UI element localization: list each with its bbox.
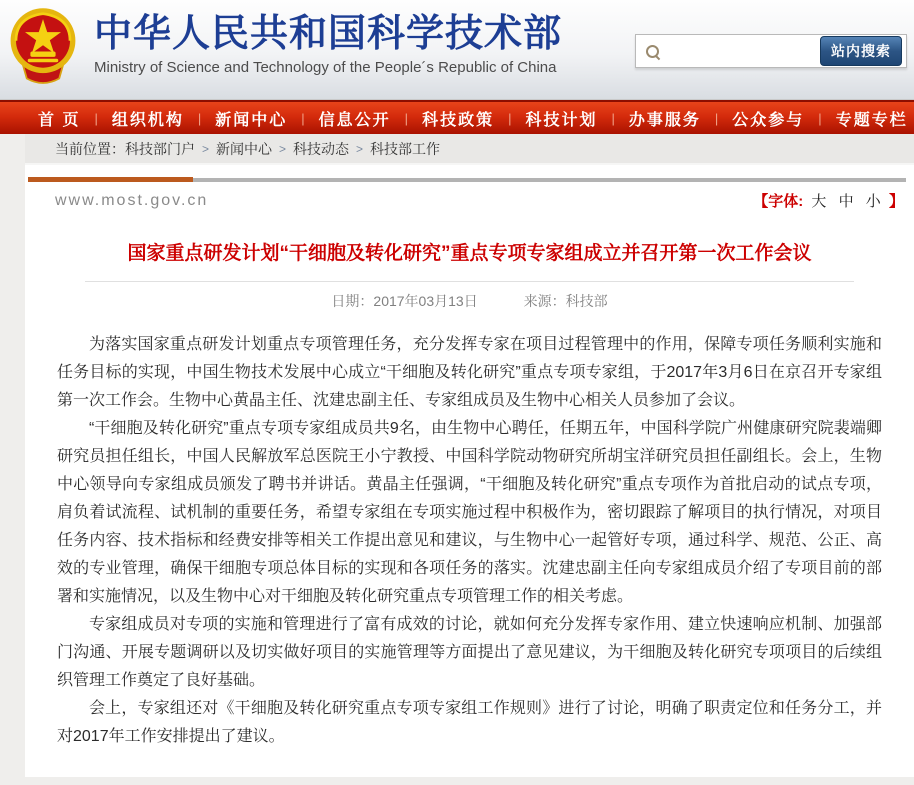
site-search-button[interactable]: 站内搜索 bbox=[820, 36, 902, 66]
chevron-right-icon: > bbox=[279, 141, 287, 156]
article-paragraph: 会上，专家组还对《干细胞及转化研究重点专项专家组工作规则》进行了讨论，明确了职责定位和任务分工，并对2017年工作安排提出了建议。 bbox=[57, 700, 882, 745]
chevron-right-icon: > bbox=[202, 141, 210, 156]
site-title-block bbox=[94, 12, 562, 76]
article-date: 日期：2017年03月13日 bbox=[331, 293, 478, 309]
content-area bbox=[25, 165, 914, 777]
orange-rule-segment bbox=[28, 177, 193, 182]
site-title-en: Ministry of Science and Technology of the People´s Republic of China bbox=[94, 59, 557, 76]
font-size-label-close: 】 bbox=[888, 193, 904, 210]
site-header bbox=[0, 0, 914, 100]
article-paragraph: 专家组成员对专项的实施和管理进行了富有成效的讨论，就如何充分发挥专家作用、建立快速响应机制、加强部门沟通、开展专题调研以及切实做好项目的实施管理等方面提出了意见建议，为干细胞及转化研究专项项目的后续组织管理工作奠定了良好基础。 bbox=[57, 616, 882, 689]
article-paragraph: 为落实国家重点研发计划重点专项管理任务，充分发挥专家在项目过程管理中的作用，保障专项任务顺利实施和任务目标的实现，中国生物技术发展中心成立“干细胞及转化研究”重点专项专家组，于2017年3月6日在京召开专家组第一次工作会。生物中心黄晶主任、沈建忠副主任、专家组成员及生物中心相关人员参加了会议。 bbox=[57, 336, 882, 409]
breadcrumb-prefix: 当前位置： bbox=[55, 140, 125, 157]
nav-item-public-participation[interactable]: 公众参与 bbox=[732, 111, 805, 129]
top-rule bbox=[28, 177, 906, 182]
site-url-row bbox=[25, 182, 914, 211]
breadcrumb-item-news-center[interactable]: 新闻中心 bbox=[216, 140, 273, 157]
nav-separator: | bbox=[404, 110, 409, 126]
chevron-right-icon: > bbox=[356, 141, 364, 156]
nav-separator: | bbox=[94, 110, 98, 126]
nav-item-special-topics[interactable]: 专题专栏 bbox=[835, 111, 908, 129]
site-title-cn: 中华人民共和国科学技术部 bbox=[94, 13, 563, 55]
font-size-label-open: 【字体: bbox=[753, 193, 804, 210]
nav-item-sci-tech-programs[interactable]: 科技计划 bbox=[525, 111, 598, 129]
nav-separator: | bbox=[818, 110, 822, 126]
article-title: 国家重点研发计划“干细胞及转化研究”重点专项专家组成立并召开第一次工作会议 bbox=[127, 243, 812, 264]
gray-rule-segment bbox=[193, 178, 906, 182]
nav-separator: | bbox=[714, 110, 719, 126]
nav-item-home[interactable]: 首 页 bbox=[38, 111, 81, 129]
breadcrumb-item-most-work[interactable]: 科技部工作 bbox=[370, 140, 441, 157]
national-emblem-logo bbox=[7, 6, 79, 88]
font-size-small-button[interactable]: 小 bbox=[865, 193, 881, 210]
article-meta bbox=[25, 291, 914, 311]
nav-item-info-disclosure[interactable]: 信息公开 bbox=[318, 111, 391, 129]
font-size-control bbox=[753, 190, 904, 211]
nav-item-sci-tech-policy[interactable]: 科技政策 bbox=[422, 111, 495, 129]
nav-separator: | bbox=[611, 110, 615, 126]
nav-item-services[interactable]: 办事服务 bbox=[628, 111, 701, 129]
font-size-large-button[interactable]: 大 bbox=[811, 193, 827, 210]
nav-item-organization[interactable]: 组织机构 bbox=[111, 111, 184, 129]
nav-separator: | bbox=[508, 110, 512, 126]
search-icon bbox=[646, 45, 659, 58]
article-paragraph: “干细胞及转化研究”重点专项专家组成员共9名，由生物中心聘任，任期五年，中国科学院广州健康研究院裴端卿研究员担任组长，中国人民解放军总医院王小宁教授、中国科学院动物研究所胡宝洋研究员担任副组长。会上，生物中心领导向专家组成员颁发了聘书并讲话。黄晶主任强调，“干细胞及转化研究”重点专项作为首批启动的试点专项，肩负着试流程、试机制的重要任务，希望专家组在专项实施过程中积极作为，密切跟踪了解项目的执行情况，对项目任务内容、技术指标和经费安排等相关工作提出意见和建议，与生物中心一起管好专项，通过科学、规范、公正、高效的专业管理，确保干细胞专项总体目标的实现和各项任务的落实。沈建忠副主任向专家组成员介绍了专项目前的部署和实施情况，以及生物中心对干细胞及转化研究重点专项管理工作的相关考虑。 bbox=[57, 420, 882, 605]
title-divider bbox=[85, 281, 854, 282]
nav-separator: | bbox=[301, 110, 305, 126]
breadcrumb-item-portal[interactable]: 科技部门户 bbox=[125, 140, 195, 157]
breadcrumb bbox=[25, 134, 914, 165]
site-search-box bbox=[635, 34, 907, 68]
site-url: www.most.gov.cn bbox=[55, 191, 209, 209]
article-body bbox=[25, 311, 914, 751]
search-input[interactable] bbox=[665, 38, 814, 64]
nav-item-news-center[interactable]: 新闻中心 bbox=[215, 111, 288, 129]
main-nav bbox=[0, 100, 914, 134]
breadcrumb-item-sci-tech-news[interactable]: 科技动态 bbox=[293, 140, 350, 157]
font-size-medium-button[interactable]: 中 bbox=[838, 193, 854, 210]
article-source: 来源：科技部 bbox=[523, 293, 608, 309]
nav-separator: | bbox=[197, 110, 202, 126]
